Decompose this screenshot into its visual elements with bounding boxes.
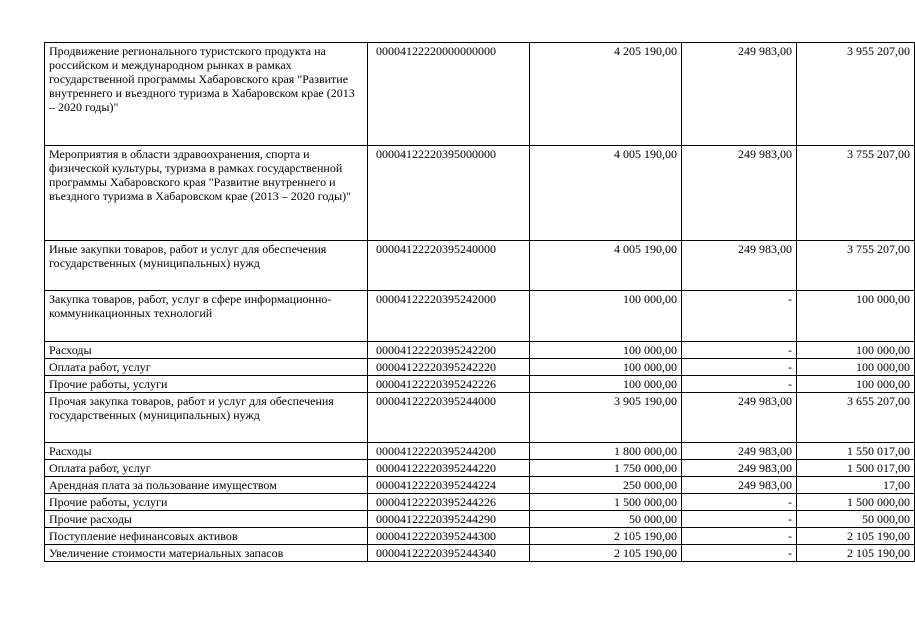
row-value-1: 250 000,00 <box>530 477 682 494</box>
table-row <box>45 393 915 443</box>
row-name: Прочие расходы <box>45 511 368 528</box>
row-value-2: 249 983,00 <box>682 393 797 443</box>
row-value-1: 4 205 190,00 <box>530 43 682 146</box>
row-value-3: 2 105 190,00 <box>797 545 915 562</box>
row-value-3: 100 000,00 <box>797 359 915 376</box>
row-value-2: - <box>682 494 797 511</box>
row-name: Оплата работ, услуг <box>45 460 368 477</box>
row-value-1: 1 750 000,00 <box>530 460 682 477</box>
row-code: 00004122220395240000 <box>368 241 530 291</box>
table-row <box>45 545 915 562</box>
table-row <box>45 241 915 291</box>
table-row <box>45 511 915 528</box>
row-code: 00004122220000000000 <box>368 43 530 146</box>
row-value-3: 3 655 207,00 <box>797 393 915 443</box>
table-row <box>45 376 915 393</box>
row-code: 00004122220395244340 <box>368 545 530 562</box>
row-value-1: 100 000,00 <box>530 342 682 359</box>
row-value-2: 249 983,00 <box>682 241 797 291</box>
row-value-3: 100 000,00 <box>797 376 915 393</box>
row-name: Оплата работ, услуг <box>45 359 368 376</box>
row-value-2: - <box>682 342 797 359</box>
row-code: 00004122220395244226 <box>368 494 530 511</box>
row-value-1: 2 105 190,00 <box>530 545 682 562</box>
table-row <box>45 460 915 477</box>
row-value-3: 100 000,00 <box>797 342 915 359</box>
row-code: 00004122220395244220 <box>368 460 530 477</box>
row-name: Продвижение регионального туристского продукта на российском и международном рынках в рамках государственной программы Хабаровского края "Развитие внутреннего и въездного туризма в Хабаровском крае (2013 – 2020 годы)" <box>45 43 368 146</box>
row-code: 00004122220395244000 <box>368 393 530 443</box>
row-value-2: 249 983,00 <box>682 43 797 146</box>
row-value-1: 4 005 190,00 <box>530 241 682 291</box>
row-value-3: 2 105 190,00 <box>797 528 915 545</box>
row-value-1: 1 500 000,00 <box>530 494 682 511</box>
row-value-1: 100 000,00 <box>530 359 682 376</box>
row-name: Иные закупки товаров, работ и услуг для обеспечения государственных (муниципальных) нужд <box>45 241 368 291</box>
row-value-1: 1 800 000,00 <box>530 443 682 460</box>
row-code: 00004122220395244200 <box>368 443 530 460</box>
row-value-2: 249 983,00 <box>682 146 797 241</box>
row-value-3: 17,00 <box>797 477 915 494</box>
row-value-1: 100 000,00 <box>530 291 682 342</box>
row-value-3: 3 755 207,00 <box>797 241 915 291</box>
row-name: Расходы <box>45 342 368 359</box>
table-row <box>45 146 915 241</box>
row-value-2: - <box>682 511 797 528</box>
table-row <box>45 528 915 545</box>
row-name: Расходы <box>45 443 368 460</box>
row-code: 00004122220395242226 <box>368 376 530 393</box>
row-code: 00004122220395242000 <box>368 291 530 342</box>
row-code: 00004122220395242200 <box>368 342 530 359</box>
row-value-2: 249 983,00 <box>682 460 797 477</box>
row-code: 00004122220395000000 <box>368 146 530 241</box>
row-value-1: 4 005 190,00 <box>530 146 682 241</box>
row-value-2: - <box>682 359 797 376</box>
row-name: Увеличение стоимости материальных запасов <box>45 545 368 562</box>
row-value-3: 50 000,00 <box>797 511 915 528</box>
row-value-3: 3 955 207,00 <box>797 43 915 146</box>
table-row <box>45 359 915 376</box>
table-row <box>45 494 915 511</box>
row-value-3: 1 500 017,00 <box>797 460 915 477</box>
row-value-2: - <box>682 376 797 393</box>
row-value-3: 100 000,00 <box>797 291 915 342</box>
row-value-2: - <box>682 545 797 562</box>
row-name: Прочие работы, услуги <box>45 376 368 393</box>
row-code: 00004122220395244300 <box>368 528 530 545</box>
row-value-2: - <box>682 291 797 342</box>
row-value-3: 1 500 000,00 <box>797 494 915 511</box>
row-code: 00004122220395244224 <box>368 477 530 494</box>
table-row <box>45 477 915 494</box>
table-row <box>45 443 915 460</box>
row-value-1: 50 000,00 <box>530 511 682 528</box>
row-code: 00004122220395244290 <box>368 511 530 528</box>
row-name: Прочая закупка товаров, работ и услуг для обеспечения государственных (муниципальных) нужд <box>45 393 368 443</box>
row-value-1: 100 000,00 <box>530 376 682 393</box>
table-row <box>45 43 915 146</box>
table-row <box>45 342 915 359</box>
row-code: 00004122220395242220 <box>368 359 530 376</box>
row-value-3: 3 755 207,00 <box>797 146 915 241</box>
row-name: Поступление нефинансовых активов <box>45 528 368 545</box>
row-value-2: - <box>682 528 797 545</box>
row-name: Арендная плата за пользование имуществом <box>45 477 368 494</box>
row-value-1: 2 105 190,00 <box>530 528 682 545</box>
row-value-3: 1 550 017,00 <box>797 443 915 460</box>
budget-table <box>44 42 915 562</box>
row-value-1: 3 905 190,00 <box>530 393 682 443</box>
row-name: Прочие работы, услуги <box>45 494 368 511</box>
row-name: Закупка товаров, работ, услуг в сфере информационно-коммуникационных технологий <box>45 291 368 342</box>
table-row <box>45 291 915 342</box>
row-value-2: 249 983,00 <box>682 443 797 460</box>
row-value-2: 249 983,00 <box>682 477 797 494</box>
row-name: Мероприятия в области здравоохранения, спорта и физической культуры, туризма в рамках государственной программы Хабаровского края "Развитие внутреннего и въездного туризма в Хабаровском крае (2013 – 2020 годы)" <box>45 146 368 241</box>
